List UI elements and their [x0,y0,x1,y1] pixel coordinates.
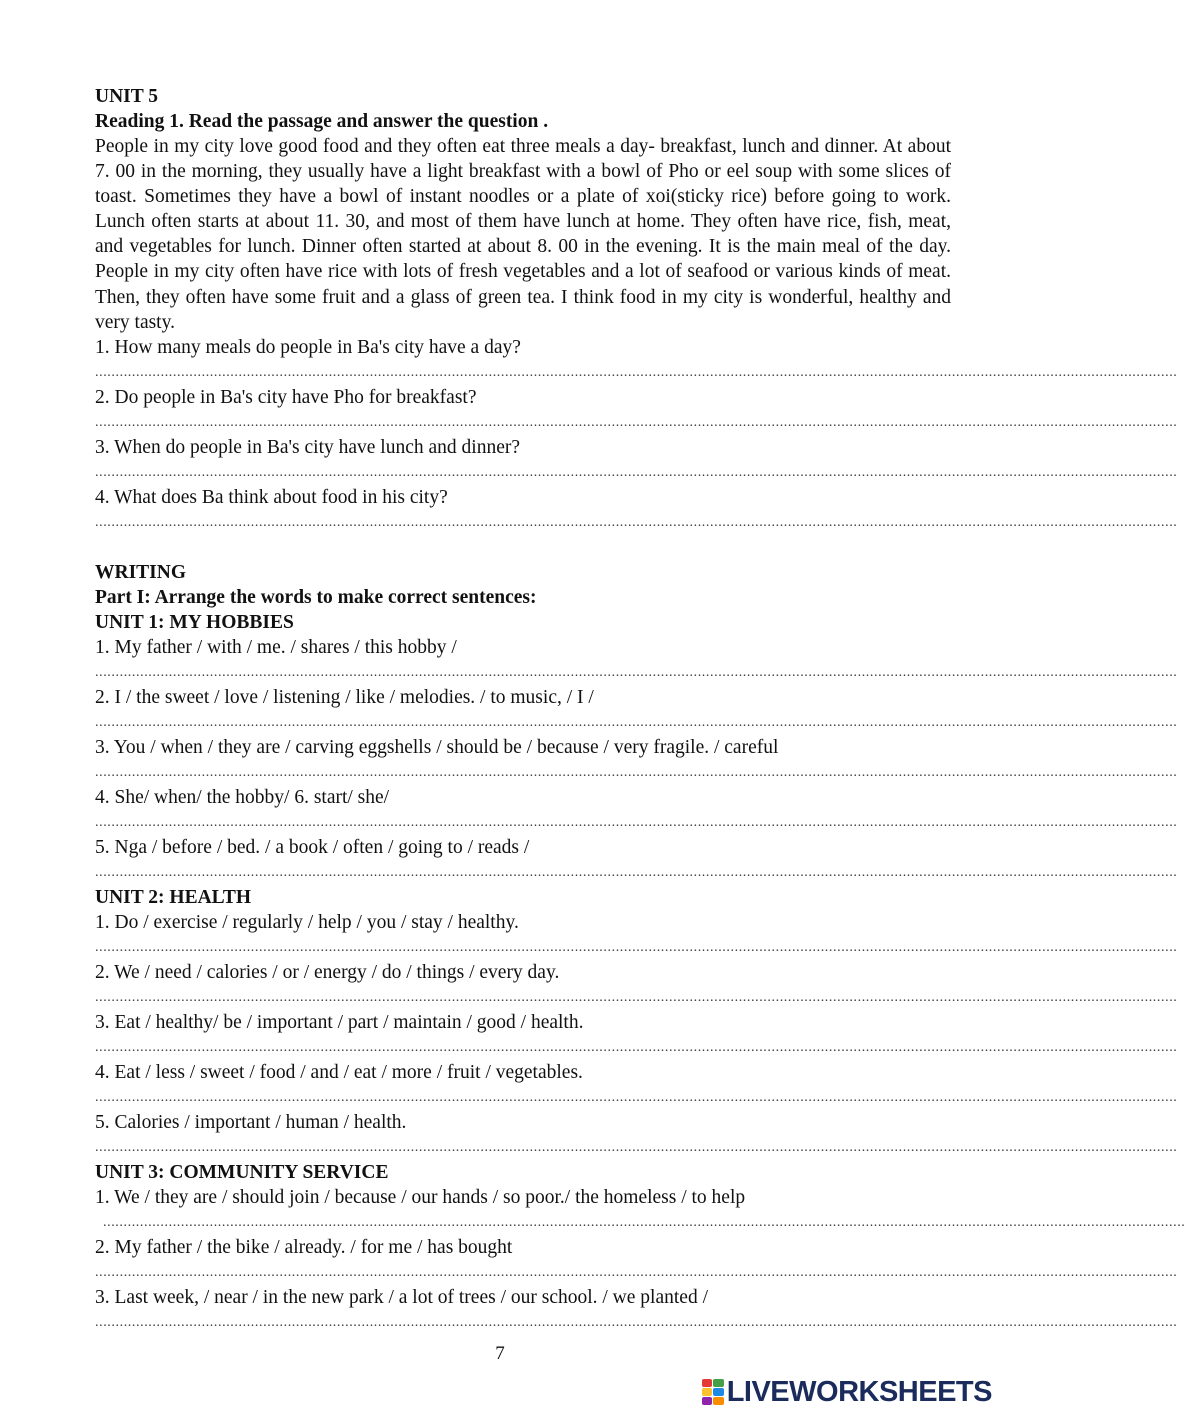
exercise-item: 2. My father / the bike / already. / for me / has bought [95,1236,513,1258]
page-number: 7 [495,1343,505,1364]
writing-title: WRITING [95,561,187,583]
reading-question: 3. When do people in Ba's city have lunch and dinner? [95,436,520,458]
answer-line[interactable]: ........................................................................................................................................................................................................................................................................ [95,514,1178,530]
exercise-item: 3. Last week, / near / in the new park / a lot of trees / our school. / we planted / [95,1286,708,1308]
exercise-item: 2. I / the sweet / love / listening / like / melodies. / to music, / I / [95,686,594,708]
answer-line[interactable]: ........................................................................................................................................................................................................................................................................ [95,989,1178,1005]
answer-line[interactable]: ........................................................................................................................................................................................................................................................................ [95,1089,1178,1105]
unit1-title: UNIT 1: MY HOBBIES [95,611,294,633]
exercise-item: 3. Eat / healthy/ be / important / part / maintain / good / health. [95,1011,584,1033]
liveworksheets-logo[interactable] [702,1375,992,1409]
logo-block [702,1397,713,1405]
exercise-item: 5. Nga / before / bed. / a book / often / going to / reads / [95,836,530,858]
answer-line[interactable]: ........................................................................................................................................................................................................................................................................ [95,764,1178,780]
answer-line[interactable]: ........................................................................................................................................................................................................................................................................ [95,1039,1178,1055]
answer-line[interactable]: ........................................................................................................................................................................................................................................................................ [103,1214,1185,1230]
exercise-item: 2. We / need / calories / or / energy / do / things / every day. [95,961,560,983]
reading-passage: People in my city love good food and they often eat three meals a day- breakfast, lunch and dinner. At about 7. 00 in the morning, they usually have a light breakfast with a bowl of Pho or eel soup with some slices of toast. Sometimes they have a bowl of instant noodles or a plate of xoi(sticky rice) before going to work. Lunch often starts at about 11. 30, and most of them have lunch at home. They often have rice, fish, meat, and vegetables for lunch. Dinner often started at about 8. 00 in the evening. It is the main meal of the day. People in my city often have rice with lots of fresh vegetables and a lot of seafood or various kinds of meat. Then, they often have some fruit and a glass of green tea. I think food in my city is wonderful, healthy and very tasty. [95,136,951,333]
answer-line[interactable]: ........................................................................................................................................................................................................................................................................ [95,1314,1178,1330]
worksheet-page [95,84,1185,1335]
answer-line[interactable]: ........................................................................................................................................................................................................................................................................ [95,664,1178,680]
logo-block [713,1397,724,1405]
answer-line[interactable]: ........................................................................................................................................................................................................................................................................ [95,1139,1178,1155]
answer-line[interactable]: ........................................................................................................................................................................................................................................................................ [95,814,1178,830]
logo-block [713,1379,724,1387]
unit2-title: UNIT 2: HEALTH [95,886,252,908]
exercise-item: 4. Eat / less / sweet / food / and / eat / more / fruit / vegetables. [95,1061,583,1083]
answer-line[interactable]: ........................................................................................................................................................................................................................................................................ [95,364,1178,380]
exercise-item: 1. We / they are / should join / because / our hands / so poor./ the homeless / to help [95,1186,746,1208]
reading-question: 1. How many meals do people in Ba's city have a day? [95,336,521,358]
unit5-title: UNIT 5 [95,86,159,107]
exercise-item: 3. You / when / they are / carving eggshells / should be / because / very fragile. / careful [95,736,779,758]
answer-line[interactable]: ........................................................................................................................................................................................................................................................................ [95,864,1178,880]
reading-question: 4. What does Ba think about food in his city? [95,486,448,508]
part1-heading: Part I: Arrange the words to make correct sentences: [95,586,537,608]
answer-line[interactable]: ........................................................................................................................................................................................................................................................................ [95,464,1178,480]
answer-line[interactable]: ........................................................................................................................................................................................................................................................................ [95,414,1178,430]
logo-block [702,1388,713,1396]
exercise-item: 1. Do / exercise / regularly / help / you / stay / healthy. [95,911,519,933]
exercise-item: 1. My father / with / me. / shares / this hobby / [95,636,457,658]
reading-question: 2. Do people in Ba's city have Pho for breakfast? [95,386,477,408]
liveworksheets-logo-icon [702,1379,724,1405]
logo-block [702,1379,713,1387]
exercise-item: 4. She/ when/ the hobby/ 6. start/ she/ [95,786,390,808]
unit3-title: UNIT 3: COMMUNITY SERVICE [95,1161,389,1183]
logo-block [713,1388,724,1396]
brand-name: LIVEWORKSHEETS [726,1375,992,1408]
reading-heading: Reading 1. Read the passage and answer the question . [95,111,549,132]
exercise-item: 5. Calories / important / human / health. [95,1111,407,1133]
answer-line[interactable]: ........................................................................................................................................................................................................................................................................ [95,939,1178,955]
answer-line[interactable]: ........................................................................................................................................................................................................................................................................ [95,1264,1178,1280]
answer-line[interactable]: ........................................................................................................................................................................................................................................................................ [95,714,1178,730]
